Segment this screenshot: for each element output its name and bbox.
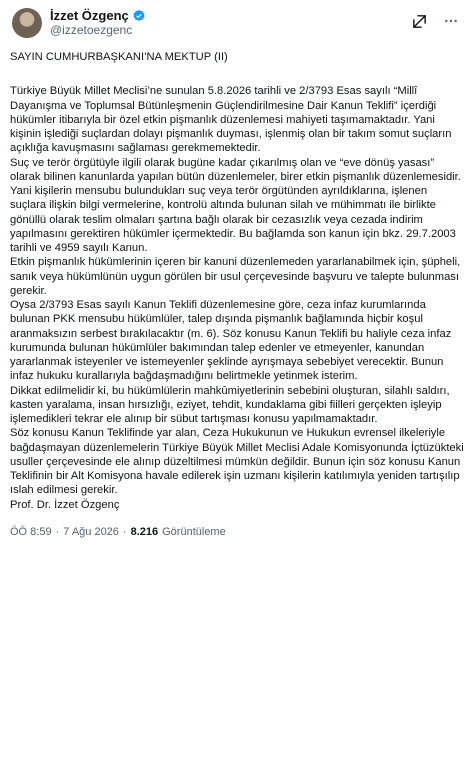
post-paragraph-5: Dikkat edilmelidir ki, bu hükümlülerin mahkûmiyetlerinin sebebini oluşturan, silahlı saldırı, kasten yaralama, insan hırsızlığı, eziyet, tehdit, kundaklama gibi fiilleri gerçekten işleyip işlemedikleri tekrar ele alınıp bir sübut tartışması konusu yapılmamaktadır. <box>10 384 450 425</box>
meta-separator: · <box>122 525 127 538</box>
post-paragraph-6: Söz konusu Kanun Teklifinde yar alan, Ceza Hukukunun ve Hukukun evrensel ilkeleriyle bağdaşmayan düzenlemelerin Türkiye Büyük Millet Meclisi Adale Komisyonunda İçtüzükteki usuller çerçevesinde ele alınıp düzeltilmesi mümkün değildir. Bunun için söz konusu Kanun Teklifinin bir Alt Komisyona havale edilerek işin uzmanı kişilerin katılımıyla yeniden tartışılıp ıslah edilmesi gerekir. <box>10 427 464 497</box>
post-signature: Prof. Dr. İzzet Özgenç <box>10 498 120 511</box>
post-paragraph-1: Türkiye Büyük Millet Meclisi’ne sunulan 5.8.2026 tarihli ve 2/3793 Esas sayılı “Millî Dayanışma ve Toplumsal Bütünleşmenin Güçlendirilmesine Dair Kanun Teklifi” içerdiği hükümler itibarıyla bir özel etkin pişmanlık düzenlemesi mahiyeti taşımamaktadır. Yani kişinin işlediği suçlardan dolayı pişmanlık duyması, işlenmiş olan bir takım somut suçların açıklığa kavuşmasını sağlaması gerekmemektedir. <box>10 85 452 155</box>
post-time[interactable]: ÖÖ 8:59 <box>10 525 52 538</box>
avatar[interactable] <box>12 8 42 38</box>
post-paragraph-4: Oysa 2/3793 Esas sayılı Kanun Teklifi düzenlemesine göre, ceza infaz kurumlarında bulunan PKK mensubu hükümlüler, talep dışında pişmanlık bağlamında hiçbir koşul aranmaksızın serbest bırakılacaktır (m. 6). Söz konusu Kanun Teklifi bu haliyle ceza infaz kurumunda bulunan hükümlüler bakımından talep edenler ve etmeyenler, kanundan yararlanmak isteyenler ve istemeyenler şeklinde ayrışmaya sebebiyet verecektir. Bunun infaz hukuku kurallarıyla bağdaşmadığını belirtmekle yetinmek isterim. <box>10 299 452 383</box>
meta-separator: · <box>55 525 60 538</box>
author-display-name-row[interactable] <box>50 8 146 23</box>
author-names <box>50 8 146 38</box>
tweet-meta <box>10 526 464 538</box>
post-title: SAYIN CUMHURBAŞKANI’NA MEKTUP (II) <box>10 51 228 63</box>
more-options-icon[interactable] <box>442 12 460 30</box>
views-label: Görüntüleme <box>162 525 226 538</box>
post-date[interactable]: 7 Ağu 2026 <box>63 525 119 538</box>
views-count[interactable]: 8.216 <box>130 525 159 538</box>
header-actions <box>410 12 460 30</box>
verified-badge-icon[interactable] <box>132 9 146 23</box>
author-handle[interactable]: @izzetoezgenc <box>50 23 133 37</box>
post-paragraph-3: Etkin pişmanlık hükümlerinin içeren bir kanuni düzenlemeden yararlanabilmek için, şüpheli, sanık veya hükümlünün uygun görülen bir usul çerçevesinde başvuru ve talepte bulunması gerekir. <box>10 256 461 297</box>
post-paragraph-2: Suç ve terör örgütüyle ilgili olarak bugüne kadar çıkarılmış olan ve “eve dönüş yasası” olarak bilinen kanunlarda yapılan bütün düzenlemeler, birer etkin pişmanlık düzenlemesidir. Yani kişilerin mensubu bulundukları suç veya terör örgütünden ayrıldıklarına, işlenen suçlara ilişkin bilgi vermelerine, kontrolü altında bulunan silah ve mühimmatı ile birlikte gönüllü olarak teslim olmaları şartına bağlı olarak bir cezasızlık veya cezada indirim yapılmasını gerektiren hükümler içermektedir. Bu bağlamda son kanun için bkz. 29.7.2003 tarihli ve 4959 sayılı Kanun. <box>10 156 461 254</box>
grok-icon[interactable] <box>410 12 428 30</box>
tweet-text <box>10 50 464 512</box>
tweet-header <box>10 6 464 40</box>
author-display-name[interactable]: İzzet Özgenç <box>50 8 129 23</box>
